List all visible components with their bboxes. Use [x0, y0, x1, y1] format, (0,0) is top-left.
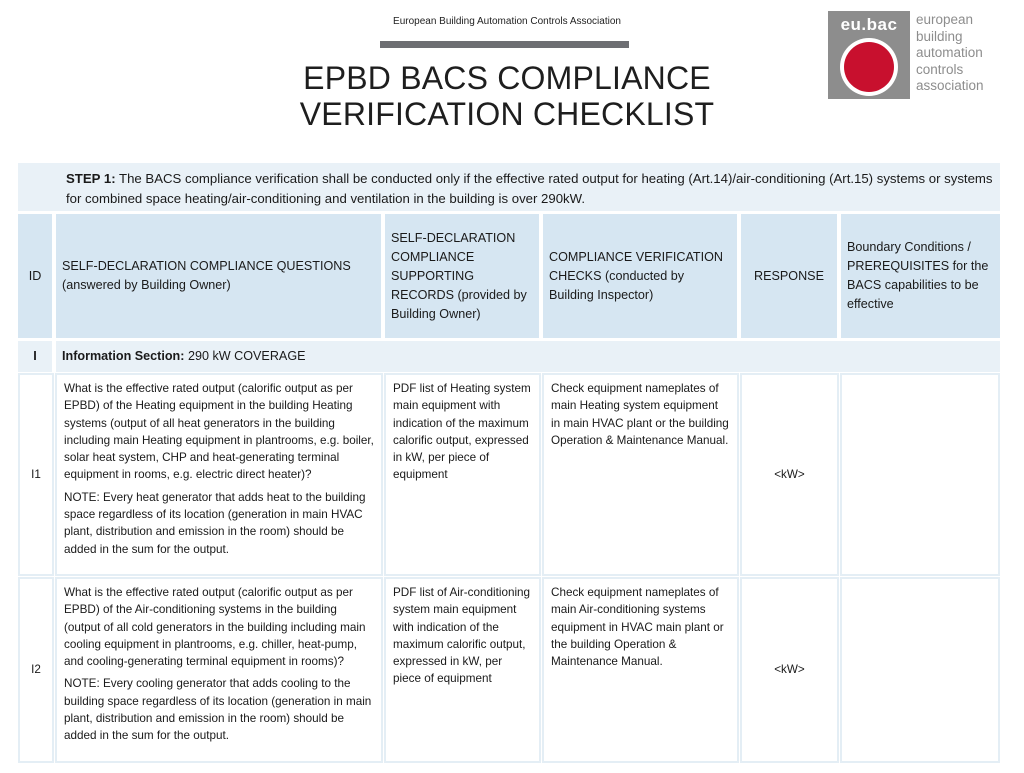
- page-title-line-2: VERIFICATION CHECKLIST: [299, 96, 715, 132]
- column-header-questions: SELF-DECLARATION COMPLIANCE QUESTIONS (answered by Building Owner): [56, 214, 381, 338]
- logo-wordmark: [916, 12, 1024, 95]
- section-id: I: [18, 341, 52, 372]
- row-i2-question-cell: [55, 577, 383, 763]
- row-i1-response[interactable]: <kW>: [740, 373, 839, 576]
- step-1-description: The BACS compliance verification shall be conducted only if the effective rated output for heating (Art.14)/air-conditioning (Art.15) systems or systems for combined space heating/air-conditioning and ventilation in the building is over 290kW.: [66, 171, 993, 206]
- column-header-response: RESPONSE: [741, 214, 837, 338]
- column-header-id: ID: [18, 214, 52, 338]
- step-1-banner: [18, 163, 1000, 211]
- row-i1-records: PDF list of Heating system main equipment with indication of the maximum calorific output, expressed in kW, per piece of equipment: [384, 373, 541, 576]
- row-i2-id: I2: [18, 577, 54, 763]
- step-1-label: STEP 1:: [66, 171, 116, 186]
- row-i1-question: What is the effective rated output (calorific output as per EPBD) of the Heating equipment in the building Heating systems (output of all heat generators in the building including main Heating equipment in plantrooms, e.g. boiler, solar heat system, CHP and heat-generating terminal equipment in rooms, e.g. electric direct heater)?: [64, 382, 374, 482]
- row-i2-response[interactable]: <kW>: [740, 577, 839, 763]
- logo-word: association: [916, 78, 984, 93]
- logo-mark: [828, 11, 910, 99]
- section-label: Information Section:: [62, 349, 185, 363]
- row-i2-boundary[interactable]: [840, 577, 1000, 763]
- eubac-logo: [828, 11, 1018, 99]
- logo-word: controls: [916, 61, 964, 77]
- column-header-boundary: Boundary Conditions / PREREQUISITES for the BACS capabilities to be effective: [841, 214, 1000, 338]
- row-i1-boundary[interactable]: [840, 373, 1000, 576]
- row-i2-checks: Check equipment nameplates of main Air-conditioning systems equipment in HVAC main plant or the building Operation & Maintenance Manual.: [542, 577, 739, 763]
- row-i2-records: PDF list of Air-conditioning system main equipment with indication of the maximum calorific output, expressed in kW, per piece of equipment: [384, 577, 541, 763]
- logo-word: building: [916, 28, 963, 44]
- page-title-line-1: EPBD BACS COMPLIANCE: [303, 60, 711, 96]
- row-i1-question-cell: [55, 373, 383, 576]
- logo-word: automation: [916, 45, 983, 60]
- logo-mark-text: eu.bac: [840, 15, 898, 34]
- organization-name: European Building Automation Controls Association: [393, 16, 621, 27]
- row-i1-note: NOTE: Every heat generator that adds heat to the building space regardless of its location (generation in main HVAC plant, distribution and emission in the room) should be added in the sum for the output.: [64, 490, 366, 556]
- column-header-checks: COMPLIANCE VERIFICATION CHECKS (conducted by Building Inspector): [543, 214, 737, 338]
- title-divider-bar: [380, 41, 629, 48]
- section-coverage: 290 kW COVERAGE: [184, 349, 306, 363]
- row-i1-id: I1: [18, 373, 54, 576]
- step-1-text: [66, 169, 994, 209]
- row-i2-question: What is the effective rated output (calorific output as per EPBD) of the Air-conditioning systems in the building (output of all cold generators in the building including main cooling equipment in plantrooms, e.g. chiller, heat-pump, and cooling-generating terminal equipment in rooms)?: [64, 586, 366, 669]
- logo-red-circle-icon: [844, 42, 894, 92]
- logo-word: european: [916, 12, 974, 27]
- section-title: [56, 341, 1000, 372]
- row-i1-checks: Check equipment nameplates of main Heating system equipment in main HVAC plant or the building Operation & Maintenance Manual.: [542, 373, 739, 576]
- column-header-records: SELF-DECLARATION COMPLIANCE SUPPORTING RECORDS (provided by Building Owner): [385, 214, 539, 338]
- row-i2-note: NOTE: Every cooling generator that adds cooling to the building space regardless of its location (generation in main plant, distribution and emission in the room) should be added in the sum for the output.: [64, 677, 372, 743]
